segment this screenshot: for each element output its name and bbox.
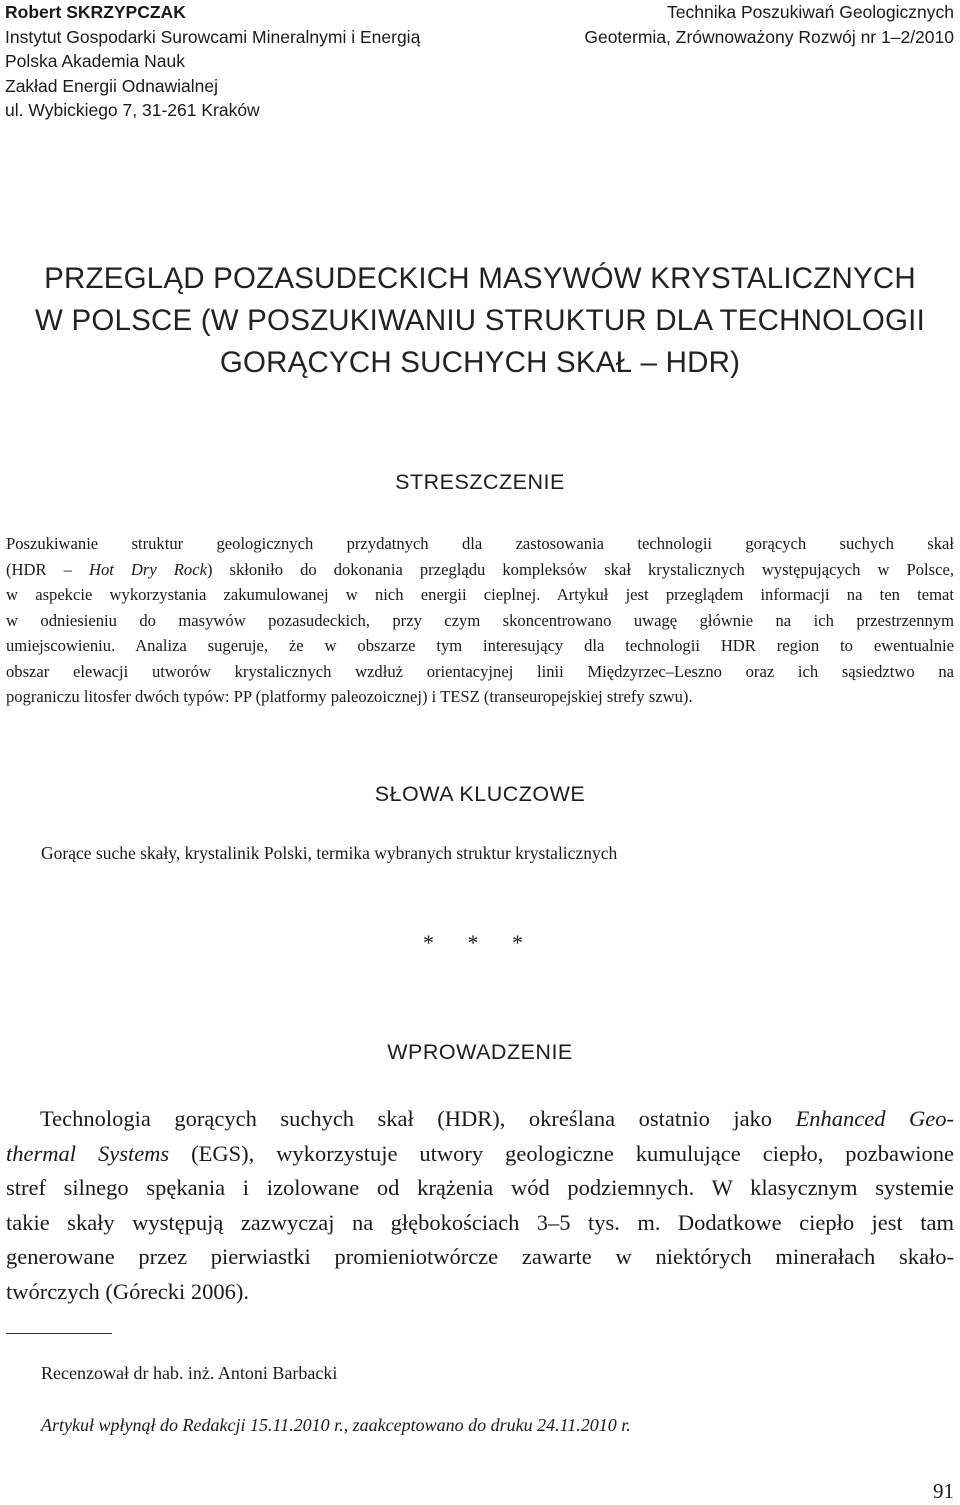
intro-line xyxy=(6,1102,954,1137)
intro-line-text: (EGS), wykorzystuje utwory geologiczne kumulujące ciepło, pozbawione xyxy=(169,1140,954,1166)
abstract-body xyxy=(6,531,954,710)
author-name: Robert SKRZYPCZAK xyxy=(5,2,186,22)
intro-line: generowane przez pierwiastki promieniotwórcze zawarte w niektórych minerałach skało- xyxy=(6,1244,954,1269)
page-number: 91 xyxy=(933,1479,954,1503)
abstract-line: w aspekcie wykorzystania zakumulowanej w nich energii cieplnej. Artykuł jest przeglądem informacji na ten temat xyxy=(6,585,954,604)
journal-issue: Geotermia, Zrównoważony Rozwój nr 1–2/2010 xyxy=(584,26,954,47)
intro-body xyxy=(6,1102,954,1309)
title-line: PRZEGLĄD POZASUDECKICH MASYWÓW KRYSTALICZNYCH xyxy=(44,262,916,295)
intro-line: takie skały występują zazwyczaj na głębokościach 3–5 tys. m. Dodatkowe ciepło jest tam xyxy=(6,1209,954,1235)
affiliation-line: Zakład Energii Odnawialnej xyxy=(5,75,219,96)
affiliation-line: ul. Wybickiego 7, 31-261 Kraków xyxy=(5,100,260,120)
footnote-divider xyxy=(6,1333,112,1334)
article-title xyxy=(0,258,960,384)
intro-line: twórczych (Górecki 2006). xyxy=(6,1278,250,1304)
intro-italic-term: thermal Systems xyxy=(6,1140,170,1166)
intro-heading: WPROWADZENIE xyxy=(387,1040,573,1064)
intro-line xyxy=(6,1137,954,1172)
journal-block xyxy=(584,0,954,49)
author-block xyxy=(5,0,420,123)
abstract-line-rest: ) skłoniło do dokonania przeglądu kompleksów skał krystalicznych występujących w Polsce, xyxy=(206,559,954,579)
affiliation-line: Polska Akademia Nauk xyxy=(5,51,185,71)
intro-line-text: Technologia gorących suchych skał (HDR), określana ostatnio jako xyxy=(40,1106,796,1131)
abstract-italic-term: Hot Dry Rock xyxy=(88,559,207,579)
abstract-line: w odniesieniu do masywów pozasudeckich, przy czym skoncentrowano uwagę głównie na ich przestrzennym xyxy=(6,610,954,630)
abstract-line: obszar elewacji utworów krystalicznych wzdłuż orientacyjnej linii Międzyrzec–Leszno oraz ich sąsiedztwo na xyxy=(6,661,954,681)
abstract-heading: STRESZCZENIE xyxy=(395,470,565,494)
title-line: GORĄCYCH SUCHYCH SKAŁ – HDR) xyxy=(219,346,741,379)
abstract-line xyxy=(6,557,954,583)
reviewer-note: Recenzował dr hab. inż. Antoni Barbacki xyxy=(41,1363,338,1383)
abstract-line-prefix: (HDR – xyxy=(6,559,89,579)
affiliation-line: Instytut Gospodarki Surowcami Mineralnymi i Energią xyxy=(5,26,421,47)
abstract-line: Poszukiwanie struktur geologicznych przydatnych dla zastosowania technologii gorących suchych skał xyxy=(6,534,954,553)
section-separator: * * * xyxy=(423,930,537,955)
journal-name: Technika Poszukiwań Geologicznych xyxy=(667,2,954,22)
keywords-text: Gorące suche skały, krystalinik Polski, termika wybranych struktur krystalicznych xyxy=(41,843,618,863)
intro-italic-term: Enhanced Geo- xyxy=(795,1106,954,1131)
intro-line: stref silnego spękania i izolowane od krążenia wód podziemnych. W klasycznym systemie xyxy=(6,1175,954,1200)
keywords-heading: SŁOWA KLUCZOWE xyxy=(374,782,586,806)
received-note: Artykuł wpłynął do Redakcji 15.11.2010 r., zaakceptowano do druku 24.11.2010 r. xyxy=(41,1415,631,1435)
abstract-line: umiejscowieniu. Analiza sugeruje, że w obszarze tym interesujący dla technologii HDR region to ewentualnie xyxy=(6,636,954,655)
abstract-line: pograniczu litosfer dwóch typów: PP (platformy paleozoicznej) i TESZ (transeuropejskiej strefy szwu). xyxy=(6,687,693,706)
title-line: W POLSCE (W POSZUKIWANIU STRUKTUR DLA TECHNOLOGII xyxy=(35,304,925,337)
